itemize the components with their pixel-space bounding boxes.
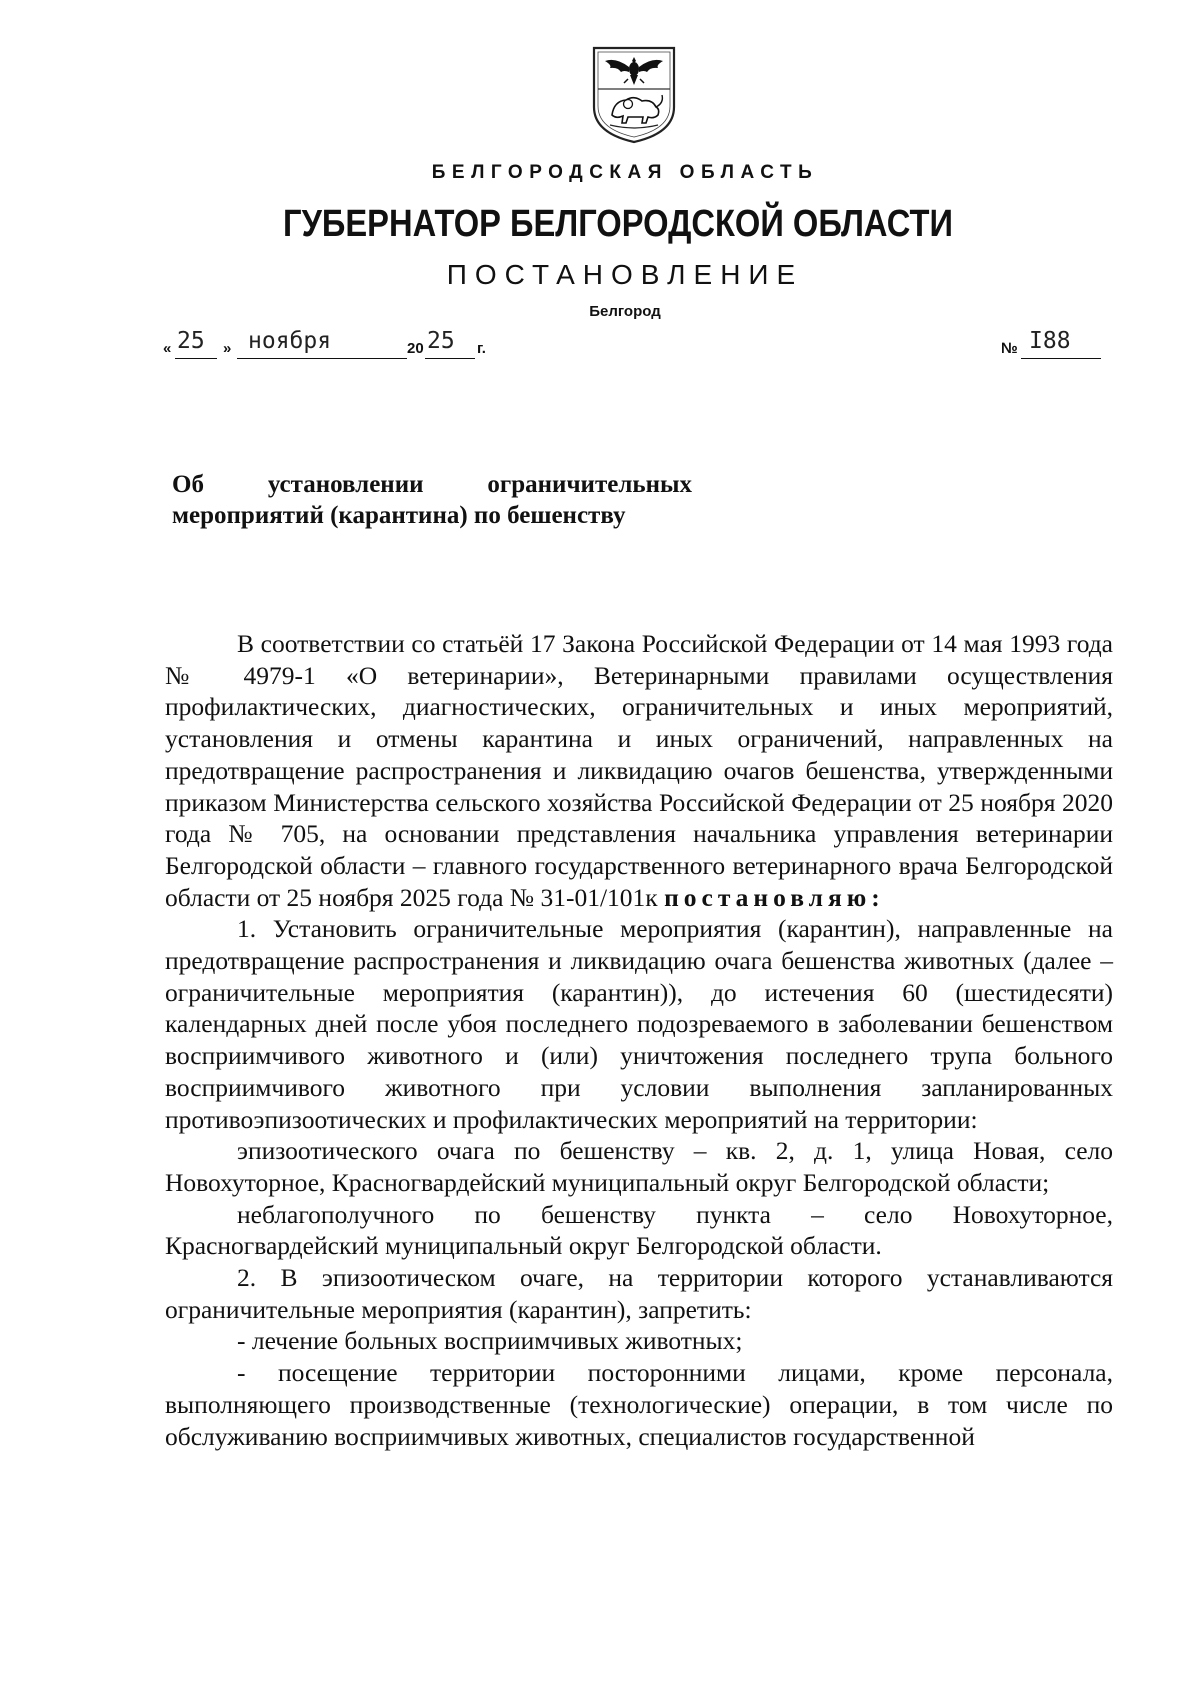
item-1a-paragraph: эпизоотического очага по бешенству – кв. 2, д. 1, улица Новая, село Новохуторное, Красногвардейский муниципальный округ Белгородской области; <box>165 1136 1113 1197</box>
year-underline <box>425 358 475 359</box>
decree-body <box>165 628 1113 1452</box>
number-underline <box>1021 358 1101 359</box>
number-label: № <box>1001 340 1018 357</box>
date-close-quote: » <box>223 340 232 357</box>
date-year-mark: г. <box>477 340 486 357</box>
date-open-quote: « <box>163 340 172 357</box>
region-heading: БЕЛГОРОДСКАЯ ОБЛАСТЬ <box>431 162 819 183</box>
title-line-2: мероприятий (карантина) по бешенству <box>172 502 626 529</box>
item-1b-paragraph: неблагополучного по бешенству пункта – село Новохуторное, Красногвардейский муниципальный округ Белгородской области. <box>165 1199 1113 1261</box>
item-1-paragraph: 1. Установить ограничительные мероприятия (карантин), направленные на предотвращение распространения и ликвидацию очага бешенства животных (далее – ограничительные мероприятия (карантин)), до истечения 60 (шестидесяти) календарных дней после убоя последнего подозреваемого в заболевании бешенством восприимчивого животного и (или) уничтожения последнего трупа больного восприимчивого животного при условии выполнения запланированных противоэпизоотических и профилактических мероприятий на территории: <box>165 914 1113 1134</box>
coat-of-arms-emblem <box>588 45 680 145</box>
decree-number: I88 <box>1029 328 1071 354</box>
month-underline <box>237 358 407 359</box>
date-month: ноября <box>248 328 332 354</box>
date-year-suffix: 25 <box>427 328 455 354</box>
decree-title <box>172 469 692 531</box>
date-number-line <box>163 328 1103 362</box>
item-2a-paragraph: - лечение больных восприимчивых животных; <box>237 1326 743 1356</box>
resolve-word: постановляю: <box>664 882 885 912</box>
item-2b-paragraph: - посещение территории посторонними лицами, кроме персонала, выполняющего производственные (технологические) операции, в том числе по обслуживанию восприимчивых животных, специалистов государственной <box>165 1358 1113 1451</box>
date-day: 25 <box>177 328 205 354</box>
item-2-paragraph: 2. В эпизоотическом очаге, на территории которого устанавливаются ограничительные мероприятия (карантин), запретить: <box>165 1263 1113 1324</box>
authority-heading: ГУБЕРНАТОР БЕЛГОРОДСКОЙ ОБЛАСТИ <box>283 203 953 245</box>
preamble-text: В соответствии со статьёй 17 Закона Российской Федерации от 14 мая 1993 года № 4979-1 «О ветеринарии», Ветеринарными правилами осуществления профилактических, диагностических, ограничительных и иных мероприятий, установления и отмены карантина и иных ограничений, направленных на предотвращение распространения и ликвидацию очагов бешенства, утвержденными приказом Министерства сельского хозяйства Российской Федерации от 25 ноября 2020 года № 705, на основании представления начальника управления ветеринарии Белгородской области – главного государственного ветеринарного врача Белгородской области от 25 ноября 2025 года № 31-01/101к <box>165 629 1113 912</box>
preamble-paragraph <box>165 628 1113 913</box>
day-underline <box>175 358 217 359</box>
document-type-heading: ПОСТАНОВЛЕНИЕ <box>446 259 804 290</box>
title-line-1: Об установлении ограничительных <box>172 471 692 498</box>
date-year-prefix: 20 <box>407 340 424 357</box>
issue-city: Белгород <box>589 303 661 320</box>
